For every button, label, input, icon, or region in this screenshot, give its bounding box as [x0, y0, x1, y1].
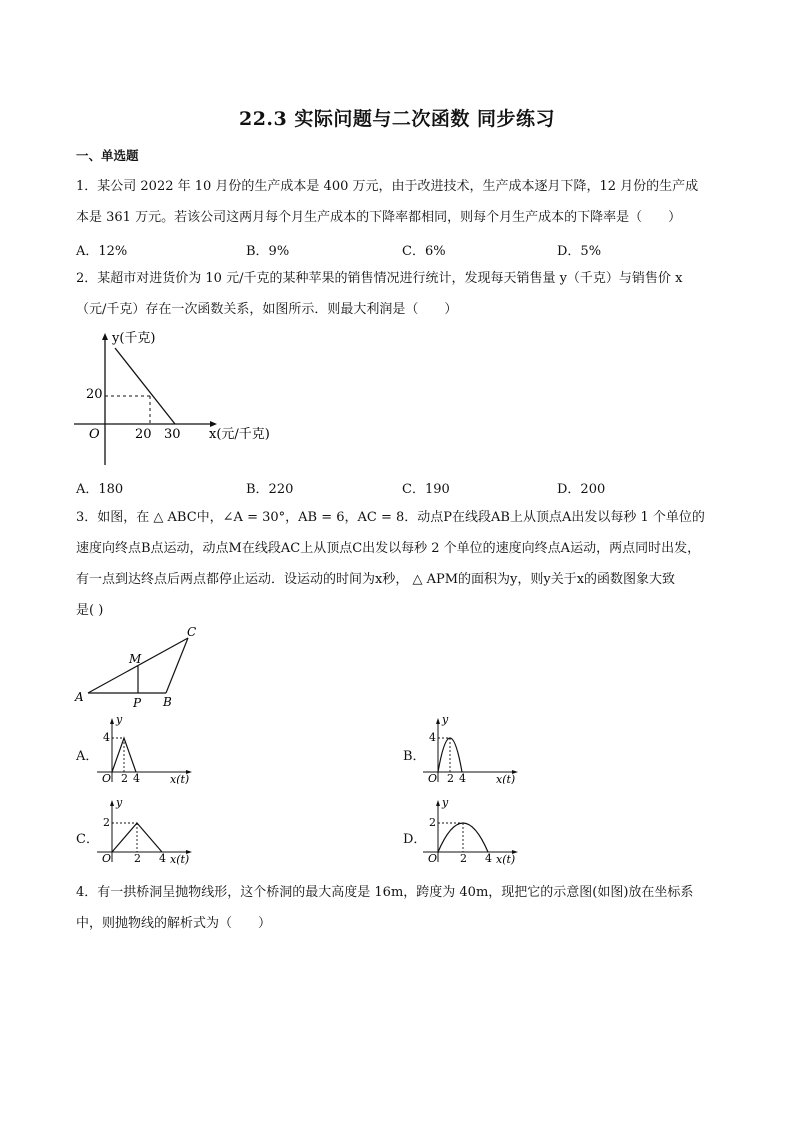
- point-m-label: M: [129, 652, 142, 666]
- q2-option-a: A．180: [76, 482, 124, 497]
- graph-label: 2: [103, 816, 110, 829]
- q3-option-c-graph: [92, 796, 202, 868]
- graph-label: y: [116, 796, 123, 809]
- q2-option-c: C．190: [402, 482, 450, 497]
- q1-option-d: D．5%: [557, 244, 602, 259]
- graph-label: 4: [459, 772, 466, 784]
- q2-y-label: y(千克): [112, 331, 156, 346]
- graph-label: y: [116, 713, 123, 726]
- graph-label: 2: [429, 816, 436, 829]
- graph-label: 4: [429, 731, 436, 744]
- q3-option-d-graph: [418, 796, 528, 868]
- q2-x-tick-30: 30: [164, 427, 181, 442]
- vertex-a-label: A: [75, 690, 84, 704]
- graph-label: 4: [159, 852, 166, 865]
- q2-demand-line: [115, 348, 175, 424]
- section-heading: 一、单选题: [76, 148, 139, 163]
- graph-label: O: [428, 772, 438, 784]
- graph-label: O: [428, 852, 438, 865]
- graph-label: O: [102, 772, 112, 784]
- q1-option-a: A．12%: [76, 244, 128, 259]
- q2-option-b: B．220: [246, 482, 294, 497]
- vertex-b-label: B: [163, 695, 172, 709]
- q3-line-2: 速度向终点B点运动，动点M在线段AC上从顶点C出发以每秒 2 个单位的速度向终点A运动，两点同时出发，: [76, 541, 701, 556]
- q2-option-d: D．200: [557, 482, 606, 497]
- q2-y-arrow-icon: [102, 333, 108, 340]
- graph-label: 4: [103, 731, 110, 744]
- graph-label: 4: [133, 772, 140, 784]
- q3-line-4: 是( ): [76, 603, 104, 618]
- q3-option-b-label: B．: [403, 749, 426, 764]
- q1-option-c: C．6%: [402, 244, 446, 259]
- c-y-arrow-icon: [110, 800, 114, 806]
- graph-label: O: [102, 852, 112, 865]
- graph-label: x(t): [496, 773, 516, 784]
- q2-sales-graph: [74, 327, 294, 469]
- q1-option-b: B．9%: [246, 244, 290, 259]
- q4-line-1: 4．有一拱桥洞呈抛物线形，这个桥洞的最大高度是 16m，跨度为 40m，现把它的示意图(如图)放在坐标系: [76, 885, 694, 900]
- q2-x-label: x(元/千克): [209, 427, 270, 442]
- graph-label: x(t): [170, 773, 190, 784]
- graph-label: 2: [121, 772, 128, 784]
- q3-option-a-graph: [92, 712, 202, 784]
- q3-option-c-label: C．: [76, 832, 99, 847]
- graph-label: y: [442, 713, 449, 726]
- graph-label: 2: [134, 852, 141, 865]
- q1-line-1: 1．某公司 2022 年 10 月份的生产成本是 400 万元，由于改进技术，生产成本逐月下降，12 月份的生产成: [76, 179, 699, 194]
- q3-option-b-graph: [418, 712, 528, 784]
- graph-label: 2: [447, 772, 454, 784]
- point-p-label: P: [133, 696, 142, 710]
- q2-line-2: （元/千克）存在一次函数关系，如图所示．则最大利润是（ ）: [76, 302, 458, 317]
- graph-label: x(t): [496, 853, 516, 866]
- q2-x-tick-20: 20: [135, 427, 152, 442]
- vertex-c-label: C: [187, 625, 197, 639]
- b-y-arrow-icon: [436, 718, 440, 724]
- q3-option-a-label: A．: [76, 749, 99, 764]
- triangle-side-bc: [166, 638, 188, 693]
- q3-line-1: 3．如图，在 △ ABC中，∠A = 30°，AB = 6，AC = 8．动点P在线段AB上从顶点A出发以每秒 1 个单位的: [76, 510, 705, 525]
- d-y-arrow-icon: [436, 800, 440, 806]
- graph-label: 2: [460, 852, 467, 865]
- graph-label: y: [442, 796, 449, 809]
- q1-line-2: 本是 361 万元。若该公司这两月每个月生产成本的下降率都相同，则每个月生产成本的下降率是（ ）: [76, 210, 682, 225]
- graph-label: 4: [485, 852, 492, 865]
- q3-triangle-figure: [70, 622, 210, 712]
- graph-label: x(t): [170, 853, 190, 866]
- a-y-arrow-icon: [110, 718, 114, 724]
- page-title: 22.3 实际问题与二次函数 同步练习: [238, 108, 555, 130]
- q3-line-3: 有一点到达终点后两点都停止运动．设运动的时间为x秒， △ APM的面积为y，则y关于x的函数图象大致: [76, 572, 676, 587]
- q3-option-d-label: D．: [403, 832, 427, 847]
- q2-origin-label: O: [89, 427, 100, 442]
- q4-line-2: 中，则抛物线的解析式为（ ）: [76, 916, 272, 931]
- q2-line-1: 2．某超市对进货价为 10 元/千克的某种苹果的销售情况进行统计，发现每天销售量 y（千克）与销售价 x: [76, 271, 683, 286]
- q2-y-tick: 20: [86, 387, 103, 402]
